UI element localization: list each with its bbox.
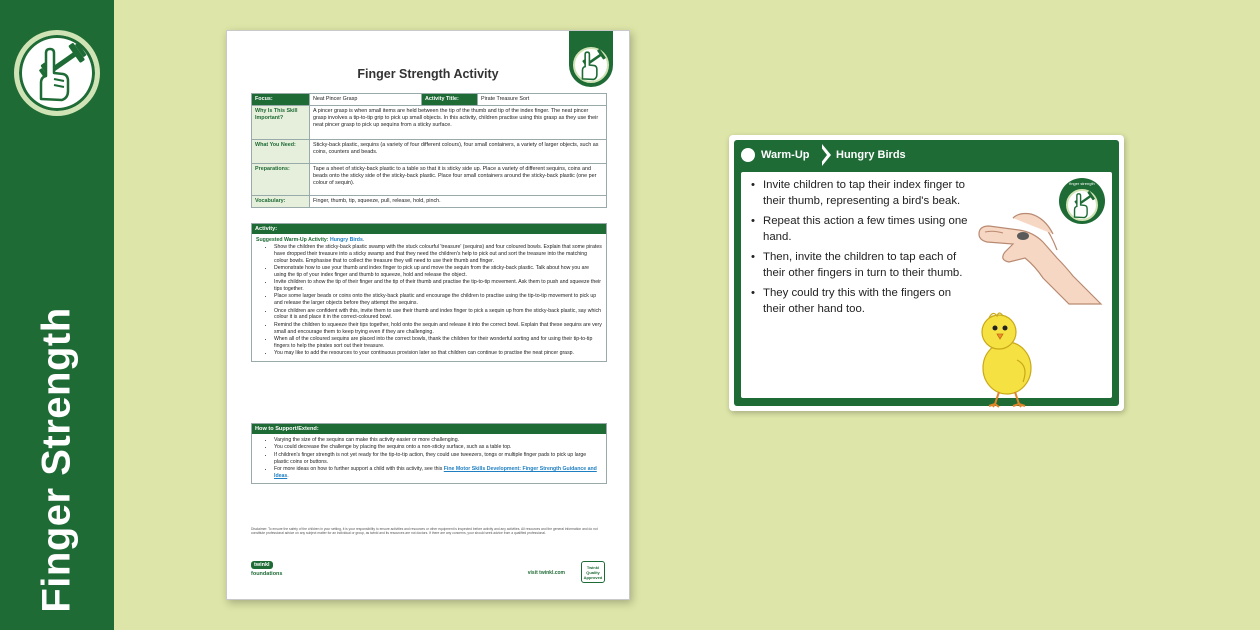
- support-heading: How to Support/Extend:: [252, 424, 606, 434]
- badge-inner: [1066, 189, 1098, 221]
- list-item: • Remind the children to squeeze their tips together, hold onto the sequin and release it into the correct bowl. Explain that these sequins are very small and encourage them to keep trying even if they are challenging.: [274, 322, 602, 336]
- list-item: • They could try this with the fingers on their other hand too.: [749, 286, 971, 318]
- list-item: • If children's finger strength is not yet ready for the tip-to-tip action, they could use tweezers, tongs or multiple finger pads to pick up large plastic coins or buttons.: [274, 452, 602, 466]
- warmup-link[interactable]: Hungry Birds: [330, 237, 363, 243]
- row-label: What You Need:: [252, 140, 310, 164]
- card-frame: [734, 140, 1119, 406]
- activity-title-label: Activity Title:: [422, 94, 478, 106]
- row-text: Finger, thumb, tip, squeeze, pull, release, hold, pinch.: [310, 196, 607, 208]
- logo-top-text: twinkl: [251, 561, 273, 569]
- banner-title: Finger Strength: [34, 307, 79, 613]
- card-body: [741, 172, 1112, 398]
- list-item: • Invite children to show the tip of their finger and the tip of their thumb and practise the tip-to-tip movement. Ask them to push and squeeze their tips together.: [274, 279, 602, 293]
- list-item: • Then, invite the children to tap each of their other fingers in turn to their thumb.: [749, 250, 971, 282]
- chevron-inner: [820, 146, 827, 164]
- activity-document: [226, 30, 630, 600]
- badge-caption: finger strength: [1069, 181, 1095, 186]
- row-label: Why Is This Skill Important?: [252, 106, 310, 140]
- support-list: [256, 437, 602, 480]
- list-item: • Place some larger beads or coins onto the sticky-back plastic and encourage the children to practise using the tip-to-tip movement to pick up and release the larger objects before they attempt the sequins.: [274, 293, 602, 307]
- list-item: • You could decrease the challenge by placing the sequins onto a non-sticky surface, such as a table top.: [274, 444, 602, 451]
- card-title: Hungry Birds: [836, 149, 906, 161]
- footer-url[interactable]: visit twinkl.com: [527, 570, 565, 576]
- left-banner: [0, 0, 114, 630]
- activity-info-table: [251, 93, 607, 208]
- list-item: • Repeat this action a few times using one hand.: [749, 214, 971, 246]
- row-label: Preparations:: [252, 164, 310, 196]
- hand-dumbbell-icon: [1068, 191, 1096, 219]
- warmup-label: Warm-Up: [761, 149, 810, 161]
- guidance-link[interactable]: Fine Motor Skills Development: Finger Strength Guidance and Ideas: [274, 465, 597, 479]
- card-header: [734, 140, 1119, 172]
- activity-steps-list: [256, 244, 602, 357]
- list-item: • You may like to add the resources to your continuous provision later so that children can continue to practise the neat pincer grasp.: [274, 350, 602, 357]
- card-instructions: [749, 178, 971, 322]
- document-title: Finger Strength Activity: [357, 67, 499, 81]
- warmup-prefix: Suggested Warm-Up Activity:: [256, 237, 329, 243]
- row-label: Vocabulary:: [252, 196, 310, 208]
- support-last-prefix: For more ideas on how to further support a child with this activity, see this: [274, 465, 443, 472]
- list-item: [274, 466, 602, 480]
- list-item: • Once children are confident with this, invite them to use their thumb and index finger to pick a sequin up from the sticky-back plastic, say which colour it is and place it in the correct-coloured bowl.: [274, 308, 602, 322]
- quality-badge-text: Twinkl Quality Approved: [583, 565, 603, 580]
- activity-body: [252, 234, 606, 361]
- circle-icon: [741, 148, 755, 162]
- list-item: • When all of the coloured sequins are placed into the correct bowls, thank the children for their wonderful sorting and for using their tip-to-tip fingers to help the pirates sort out their treasure.: [274, 336, 602, 350]
- warmup-suffix: .: [362, 237, 365, 243]
- list-item: • Varying the size of the sequins can make this activity easier or more challenging.: [274, 437, 602, 444]
- focus-label: Focus:: [252, 94, 310, 106]
- support-last-suffix: .: [287, 472, 289, 479]
- finger-strength-badge: [14, 30, 100, 116]
- quality-badge: [581, 561, 605, 583]
- document-footer: [251, 561, 605, 585]
- row-text: Sticky-back plastic, sequins (a variety of four different colours), four small containers, a variety of larger objects, such as coins, counters and beads.: [310, 140, 607, 164]
- list-item: • Show the children the sticky-back plastic swamp with the stuck colourful 'treasure' (sequins) and four coloured bowls. Explain that some pirates have dropped their treasure into a sticky swamp and that they need the children's help to pick out and sort the treasure into the matching colour bowls. Emphasise that to collect the treasure they will need to use their thumb and finger.: [274, 244, 602, 265]
- focus-value: Neat Pincer Grasp: [310, 94, 422, 106]
- row-text: A pincer grasp is when small items are held between the tip of the thumb and tip of the index finger. The neat pincer grasp involves a tip-to-tip grip to pick up small objects. In this activity, children practise using this grasp as they use their neat pincer grasp to pick up sequins from a sticky surface.: [310, 106, 607, 140]
- activity-heading: Activity:: [252, 224, 606, 234]
- hand-dumbbell-icon: [27, 43, 87, 103]
- twinkl-foundations-logo: [251, 561, 285, 581]
- warmup-line: [256, 237, 602, 244]
- chick-illustration: [971, 310, 1041, 408]
- activity-section: [251, 223, 607, 362]
- disclaimer-text: Disclaimer: To ensure the safety of the children in your setting, it is your responsibility to ensure activities and resources or other equipment is inspected before activity and any activities. All resources and the general information and do not constitute professional advice on any subject matter for an individual or group, as twinkl and its resources are not doctors. If there are any concerns, your should seek advice from a qualified professional.: [251, 527, 598, 536]
- card-finger-strength-badge: [1059, 178, 1105, 224]
- row-text: Tape a sheet of sticky-back plastic to a table so that it is sticky side up. Place a variety of different sequins, coins and beads onto the sticky side of the sticky-back plastic. Place four small containers around the sticky-back plastic (one per colour of sequin).: [310, 164, 607, 196]
- list-item: • Demonstrate how to use your thumb and index finger to pick up and move the sequin from the sticky-back plastic. Talk about how you are using the tip of your index finger and thumb to squeeze, hold and release the object.: [274, 265, 602, 279]
- support-body: [252, 434, 606, 483]
- logo-bottom-text: foundations: [251, 571, 283, 577]
- support-section: [251, 423, 607, 484]
- warmup-card: [729, 135, 1124, 411]
- list-item: • Invite children to tap their index finger to their thumb, representing a bird's beak.: [749, 178, 971, 210]
- activity-title-value: Pirate Treasure Sort: [478, 94, 607, 106]
